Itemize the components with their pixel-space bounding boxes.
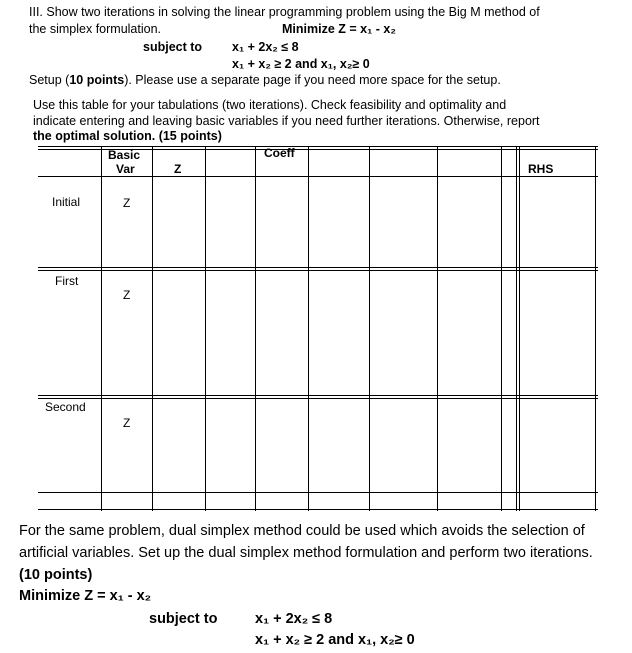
dual-constraint-1: x₁ + 2x₂ ≤ 8 [255, 611, 333, 627]
grid-line [308, 146, 309, 511]
grid-line [516, 146, 517, 511]
row-label-first: First [55, 274, 79, 288]
header-rhs: RHS [528, 162, 554, 176]
grid-line [38, 395, 598, 396]
grid-line [501, 146, 502, 511]
row-label-initial: Initial [52, 195, 81, 209]
grid-line [38, 398, 598, 399]
grid-line [519, 146, 520, 511]
header-coeff: Coeff [264, 146, 295, 160]
setup-points: 10 points [69, 73, 125, 87]
instructions-line2: indicate entering and leaving basic variables if you need further iterations. Otherwise, report [33, 114, 540, 128]
problem-subject-to: subject to [143, 40, 203, 54]
setup-line [29, 73, 501, 87]
grid-line [38, 492, 598, 493]
problem-constraint-2: x₁ + x₂ ≥ 2 and x₁, x₂≥ 0 [232, 57, 370, 71]
grid-line [101, 146, 102, 511]
grid-line [38, 146, 598, 147]
problem-heading-line1: III. Show two iterations in solving the linear programming problem using the Big M method of [29, 5, 540, 19]
header-var: Var [116, 162, 135, 176]
tableau-grid [38, 146, 598, 511]
dual-subject-to: subject to [149, 611, 218, 627]
dual-line1: For the same problem, dual simplex method could be used which avoids the selection of [19, 523, 585, 539]
dual-objective: Minimize Z = x₁ - x₂ [19, 588, 152, 604]
row-label-second: Second [45, 400, 86, 414]
row-basic-var: Z [123, 196, 131, 210]
setup-prefix: Setup ( [29, 73, 70, 87]
header-z: Z [174, 162, 182, 176]
dual-points: (10 points) [19, 567, 93, 583]
problem-objective: Minimize Z = x₁ - x₂ [282, 22, 396, 36]
problem-constraint-1: x₁ + 2x₂ ≤ 8 [232, 40, 299, 54]
grid-line [38, 267, 598, 268]
instructions-line1: Use this table for your tabulations (two iterations). Check feasibility and optimality and [33, 98, 507, 112]
row-basic-var: Z [123, 416, 131, 430]
grid-line [437, 146, 438, 511]
grid-line [38, 176, 598, 177]
header-basic: Basic [108, 148, 141, 162]
grid-line [38, 509, 598, 510]
grid-line [369, 146, 370, 511]
row-basic-var: Z [123, 288, 131, 302]
dual-line2: artificial variables. Set up the dual simplex method formulation and perform two iterations. [19, 545, 593, 561]
dual-constraint-2: x₁ + x₂ ≥ 2 and x₁, x₂≥ 0 [255, 632, 415, 648]
grid-line [152, 146, 153, 511]
grid-line [38, 270, 598, 271]
setup-suffix: ). Please use a separate page if you need more space for the setup. [124, 73, 501, 87]
grid-line [255, 146, 256, 511]
grid-line [595, 146, 596, 511]
grid-line [205, 146, 206, 511]
problem-heading-line2: the simplex formulation. [29, 22, 162, 36]
instructions-line3: the optimal solution. (15 points) [33, 129, 222, 143]
